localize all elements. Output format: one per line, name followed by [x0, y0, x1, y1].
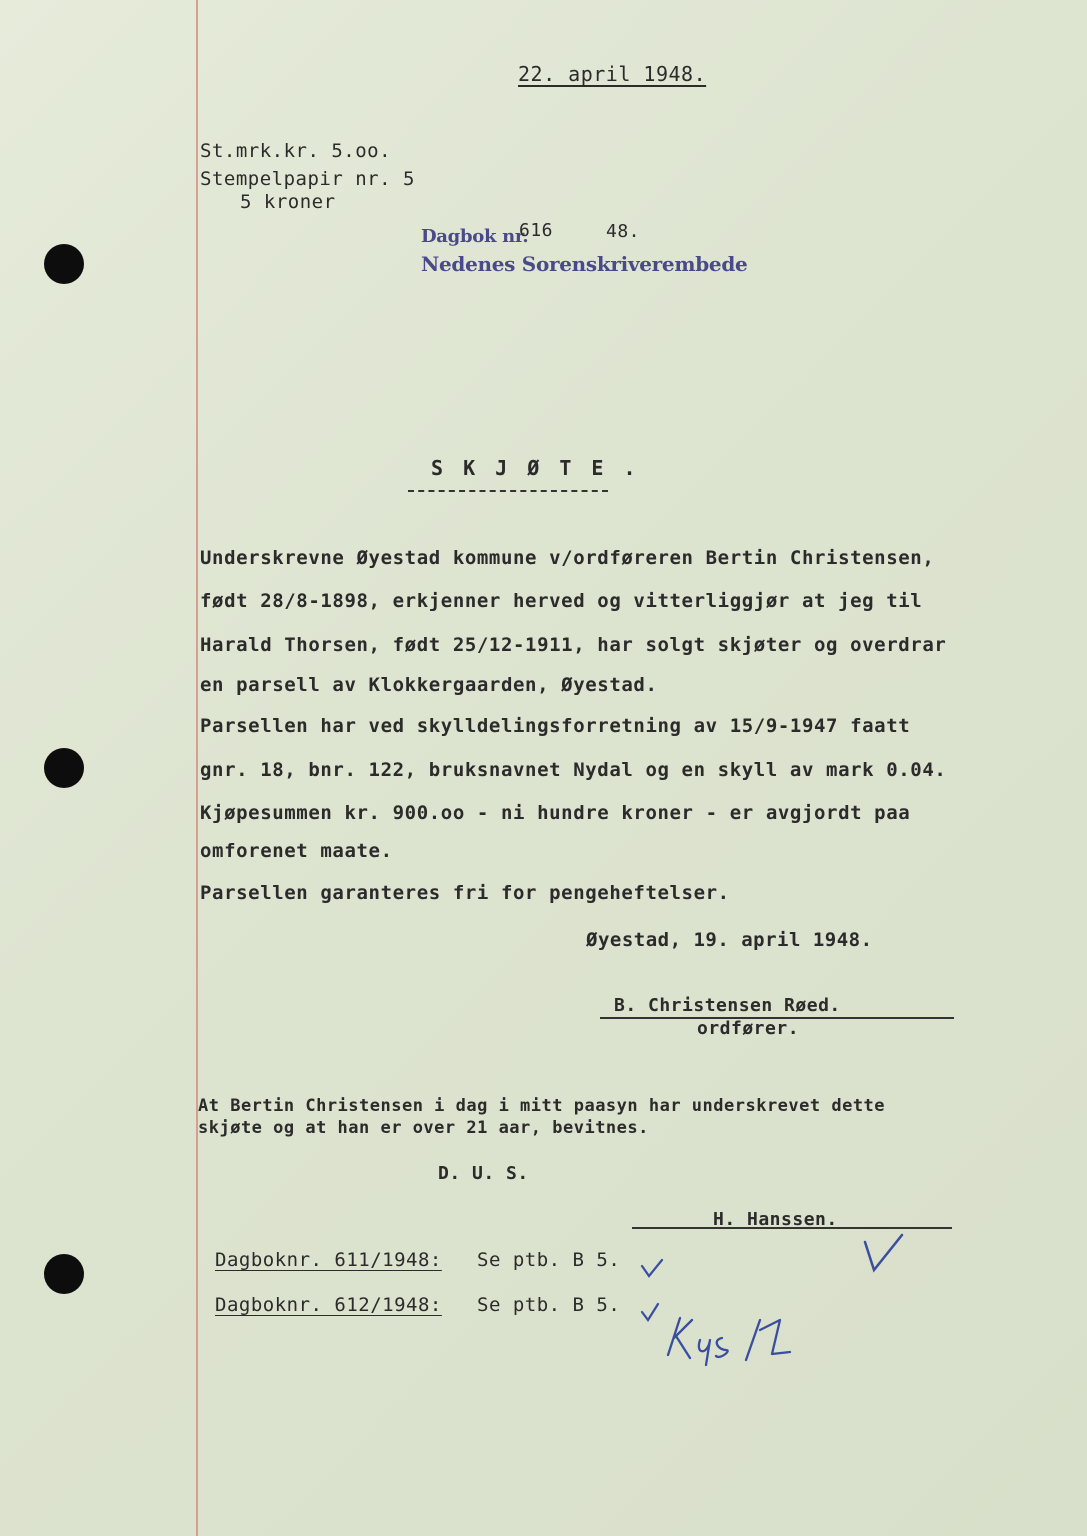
dus-text: D. U. S. [438, 1163, 529, 1184]
registry-stamp-office: Nedenes Sorenskriverembede [421, 252, 748, 276]
witness-line-2: skjøte og at han er over 21 aar, bevitnes. [198, 1118, 649, 1138]
body-line-7: Kjøpesummen kr. 900.oo - ni hundre kroner - er avgjordt paa [200, 802, 911, 824]
registry-stamp-number: 616 [519, 220, 554, 241]
body-line-4: en parsell av Klokkergaarden, Øyestad. [200, 674, 658, 696]
punch-hole-middle [44, 748, 84, 788]
witness-line-1: At Bertin Christensen i dag i mitt paasyn har underskrevet dette [198, 1096, 886, 1116]
stamp-duty-text: St.mrk.kr. 5.oo. [200, 140, 392, 162]
stamp-paper-text: Stempelpapir nr. 5 [200, 168, 415, 190]
body-line-6: gnr. 18, bnr. 122, bruksnavnet Nydal og en skyll av mark 0.04. [200, 759, 947, 781]
place-date: Øyestad, 19. april 1948. [586, 929, 873, 951]
reference-2-dagbok: Dagboknr. 612/1948: [215, 1294, 442, 1316]
signatory-title: ordfører. [697, 1018, 800, 1039]
body-line-9: Parsellen garanteres fri for pengeheftelser. [200, 882, 730, 904]
witness-signature: H. Hanssen. [713, 1209, 838, 1230]
reference-1-dagbok: Dagboknr. 611/1948: [215, 1249, 442, 1271]
document-title: S K J Ø T E . [431, 456, 640, 480]
body-line-2: født 28/8-1898, erkjenner herved og vitterliggjør at jeg til [200, 590, 923, 612]
body-line-8: omforenet maate. [200, 840, 393, 862]
body-line-1: Underskrevne Øyestad kommune v/ordføreren Bertin Christensen, [200, 547, 935, 569]
margin-line [196, 0, 198, 1536]
punch-hole-bottom [44, 1254, 84, 1294]
body-line-5: Parsellen har ved skylldelingsforretning av 15/9-1947 faatt [200, 715, 911, 737]
reference-2-note: Se ptb. B 5. [477, 1294, 621, 1316]
handwritten-initials [660, 1310, 800, 1370]
registry-stamp-label: Dagbok nr. [421, 226, 529, 247]
title-underline [408, 490, 608, 492]
punch-hole-top [44, 244, 84, 284]
document-date: 22. april 1948. [518, 62, 707, 86]
signatory-name: B. Christensen Røed. [614, 995, 841, 1016]
stamp-value-text: 5 kroner [240, 191, 336, 213]
reference-1-note: Se ptb. B 5. [477, 1249, 621, 1271]
body-line-3: Harald Thorsen, født 25/12-1911, har solgt skjøter og overdrar [200, 634, 947, 656]
registry-stamp-year: 48. [606, 221, 641, 242]
